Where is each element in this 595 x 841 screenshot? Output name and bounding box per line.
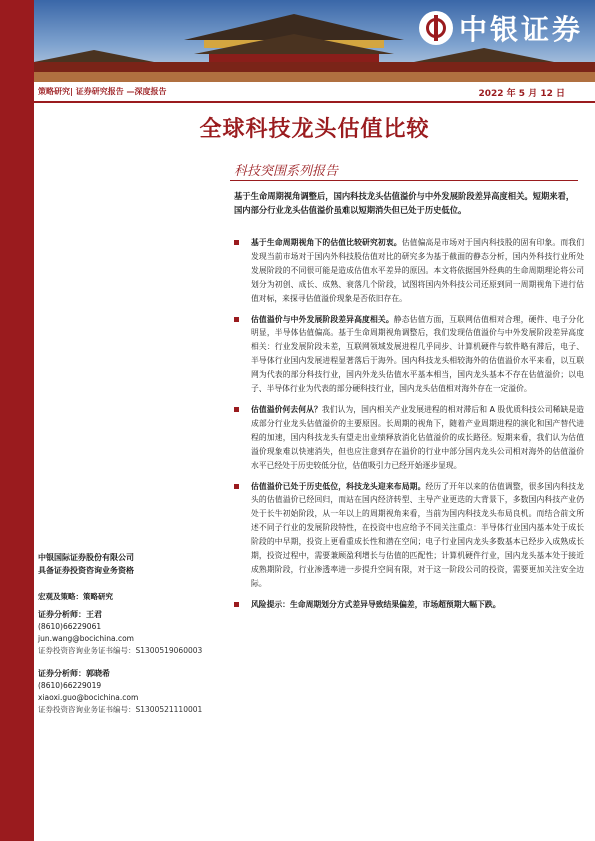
key-point-text: 估值偏高是市场对于国内科技股的固有印象。而我们发现当前市场对于国内外科技股估值对比的研究多为基于截面的静态分析，国内外科技行业所处发展阶段的不同很可能是造成估值水平差异的原因。本文将依据国外经典的生命周期理论将公司划分为初创、成长、成熟、衰落几个阶段，试图将国内外科技公司还原到同一周期视角下进行估值对标，来探寻估值溢价现象是否依旧存在。 (251, 238, 584, 303)
company-qualification: 具备证券投资咨询业务资格 (38, 566, 134, 575)
key-points-list (234, 236, 584, 619)
bullet-square-icon (234, 484, 239, 489)
logo-text: 中银证券 (458, 13, 583, 46)
key-point-heading: 基于生命周期视角下的估值比较研究初衷。 (251, 238, 402, 247)
bullet-square-icon (234, 602, 239, 607)
analyst-phone: (8610)66229019 (38, 681, 102, 690)
key-point-text: 我们认为，国内相关产业发展进程的相对滞后和 A 股优质科技公司稀缺是造成部分行业龙头估值溢价的主要原因。长周期的视角下，随着产业周期进程的演化和国产替代进程的加速，国内科技龙头有望走出业绩释放消化估值溢价的成长路径。短期来看，我们认为估值溢价现象难以快速消失，但也应注意到存在溢价的行业中部分国内龙头公司相对海外的估值溢价水平已经处于历史较低分位，估值吸引力已经开始逐步显现。 (251, 404, 584, 470)
analyst-card (38, 668, 218, 716)
subtitle-divider (230, 180, 578, 181)
bullet-square-icon (234, 317, 239, 322)
key-point (234, 236, 584, 306)
risk-warning-text: 风险提示：生命周期划分方式差异导致结果偏差，市场超预期大幅下跌。 (251, 599, 501, 609)
analyst-email[interactable]: jun.wang@bocichina.com (38, 634, 134, 643)
header-divider (34, 101, 595, 103)
analyst-certificate: 证券投资咨询业务证书编号：S1300519060003 (38, 646, 203, 655)
header-banner (34, 0, 595, 82)
analyst-name: 证券分析师：王君 (38, 610, 102, 619)
analyst-phone: (8610)66229061 (38, 622, 102, 631)
report-subtitle: 科技突围系列报告 (234, 164, 339, 179)
left-accent-bar (0, 0, 34, 841)
key-point (234, 313, 584, 396)
key-point-text: 静态估值方面，互联网估值相对合理，硬件、电子分化明显，半导体估值偏高。基于生命周期视角调整后，我们发现估值溢价与中外发展阶段差异高度相关：行业发展阶段未差，互联网领域发展进程几乎同步、计算机硬件与软件略有滞后，电子、半导体行业国内发展进程显著落后于海外。国内科技龙头相较海外的估值溢价水平来看，以互联网为代表的部分科技行业，国内外龙头估值水平基本相当，国内龙头基本不存在估值溢价；以电子、半导体行业为代表的部分硬科技行业，国内龙头估值相对海外存在一定溢价。 (251, 314, 585, 394)
company-name: 中银国际证券股份有限公司 (38, 553, 134, 562)
key-point (234, 403, 584, 473)
report-title: 全球科技龙头估值比较 (199, 116, 430, 142)
risk-warning (234, 598, 584, 612)
key-point (234, 480, 584, 591)
report-date: 2022 年 5 月 12 日 (478, 89, 565, 99)
key-point-heading: 估值溢价与中外发展阶段差异高度相关。 (251, 314, 394, 324)
company-logo (419, 8, 583, 48)
bank-logo-icon (419, 11, 453, 45)
bullet-square-icon (234, 407, 239, 412)
key-point-text: 经历了开年以来的估值调整，很多国内科技龙头的估值溢价已经回归，而站在国内经济转型、主导产业更迭的大背景下，多数国内科技产业仍处于长牛初始阶段，从一年以上的周期视角来看，当前为国内科技龙头布局良机。而结合前文所述不同子行业的发展阶段特性，在投资中也应给予不同关注重点：半导体行业国内基本处于成长阶段的中早期，投资上更看重成长性和潜在空间；电子行业国内龙头多数基本已经步入成熟成长期，投资过程中，需要兼顾盈利增长与估值的匹配性；计算机硬件行业，国内龙头基本处于接近成熟期阶段，行业渗透率进一步提升空间有限，对于这一阶段公司的投资，需要更加关注安全边际。 (251, 481, 584, 588)
bullet-square-icon (234, 240, 239, 245)
analyst-name: 证券分析师：郭晓希 (38, 669, 110, 678)
analyst-email[interactable]: xiaoxi.guo@bocichina.com (38, 693, 139, 702)
key-point-heading: 估值溢价何去何从？ (251, 404, 322, 414)
report-tag: 策略研究| 证券研究报告 —深度报告 (38, 87, 167, 96)
company-info (38, 551, 218, 577)
analyst-card (38, 609, 218, 657)
key-point-heading: 估值溢价已处于历史低位，科技龙头迎来布局期。 (251, 481, 426, 491)
summary-paragraph: 基于生命周期视角调整后，国内科技龙头估值溢价与中外发展阶段差异高度相关。短期来看，国内部分行业龙头估值溢价虽难以短期消失但已处于历史低位。 (234, 191, 575, 215)
analyst-certificate: 证券投资咨询业务证书编号：S1300521110001 (38, 705, 203, 714)
coverage-label: 宏观及策略：策略研究 (38, 592, 113, 601)
